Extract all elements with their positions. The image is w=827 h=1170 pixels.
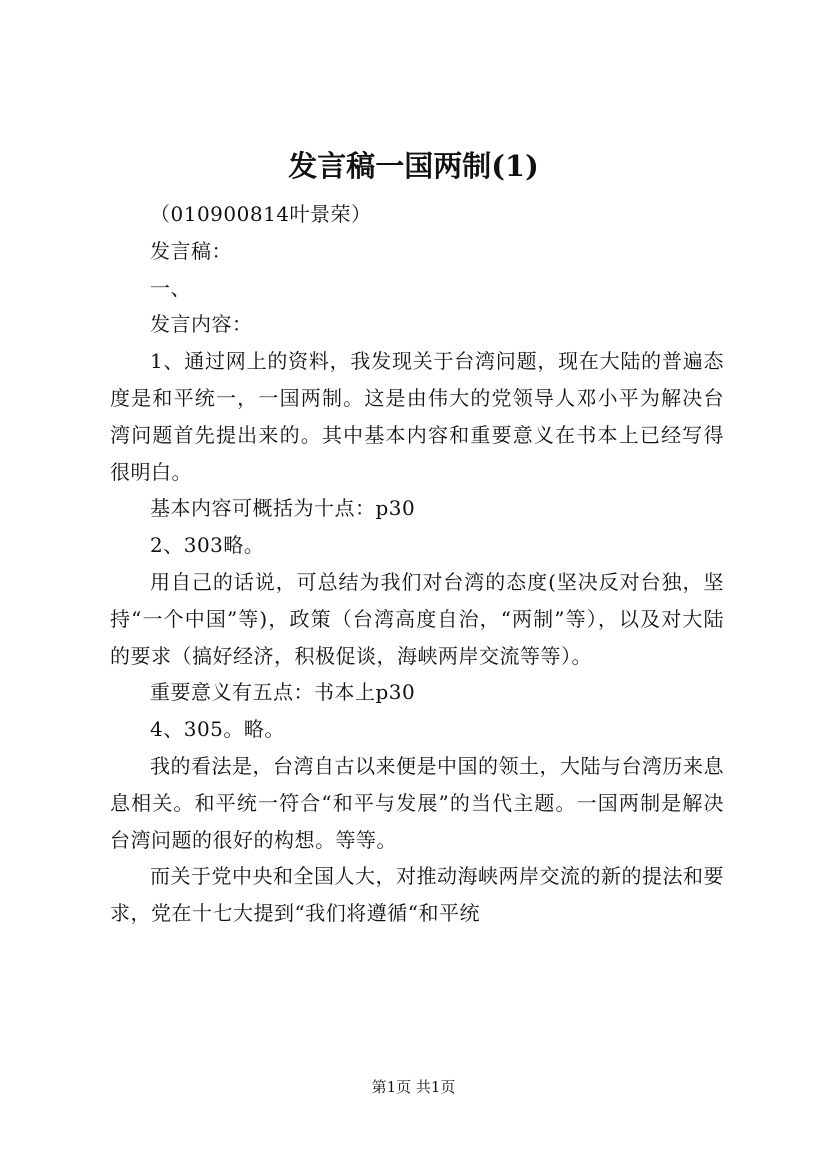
- author-line: （010900814叶景荣）: [150, 202, 372, 226]
- paragraph-content-label: 发言内容：: [150, 312, 253, 337]
- paragraph-speech-label: 发言稿：: [150, 238, 232, 263]
- document-body: [110, 196, 724, 932]
- paragraph-section-one: 一、: [150, 275, 191, 300]
- paragraph-significance: 重要意义有五点：书本上p30: [150, 680, 416, 705]
- page-number-footer: 第1页 共1页: [371, 1078, 456, 1096]
- paragraph-basic-content: 基本内容可概括为十点：p30: [150, 496, 416, 521]
- paragraph-point-2: 2、303略。: [150, 533, 265, 558]
- paragraph-opinion: 我的看法是，台湾自古以来便是中国的领土，大陆与台湾历来息息相关。和平统一符合“和平与发展”的当代主题。一国两制是解决台湾问题的很好的构想。等等。: [110, 753, 724, 852]
- document-title: 发言稿一国两制(1): [288, 149, 539, 183]
- paragraph-own-words: 用自己的话说，可总结为我们对台湾的态度(坚决反对台独，坚持“一个中国”等)，政策（台湾高度自治，“两制”等），以及对大陆的要求（搞好经济，积极促谈，海峡两岸交流等等）。: [110, 569, 724, 668]
- paragraph-point-4: 4、305。略。: [150, 717, 285, 742]
- paragraph-party-central: 而关于党中央和全国人大，对推动海峡两岸交流的新的提法和要求，党在十七大提到“我们将遵循“和平统: [110, 864, 724, 926]
- paragraph-point-1: 1、通过网上的资料，我发现关于台湾问题，现在大陆的普遍态度是和平统一，一国两制。这是由伟大的党领导人邓小平为解决台湾问题首先提出来的。其中基本内容和重要意义在书本上已经写得很明白。: [110, 349, 724, 484]
